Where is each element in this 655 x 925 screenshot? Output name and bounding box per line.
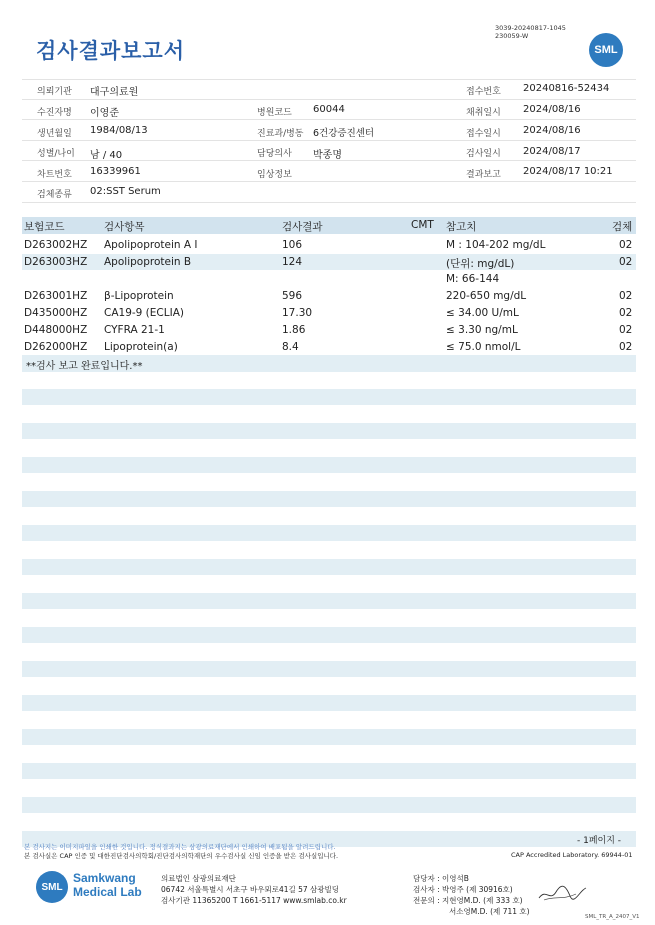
dept-value: 6건강증진센터	[313, 128, 375, 139]
col-result-header: 검사결과	[282, 221, 323, 233]
row-code: D448000HZ	[24, 324, 88, 336]
row-code: D435000HZ	[24, 307, 88, 319]
collect-label: 채취일시	[466, 108, 501, 118]
col-ref-header: 참고치	[446, 221, 477, 233]
sex-age-value: 남 / 40	[90, 150, 123, 161]
sml-logo: SML	[589, 33, 623, 67]
col-code-header: 보험코드	[24, 221, 65, 233]
org-address	[161, 873, 347, 906]
staff-line4: 서소영M.D. (제 711 호)	[449, 907, 530, 916]
row-code: D262000HZ	[24, 341, 88, 353]
org-line2: 06742 서울특별시 서초구 바우뫼로41길 57 삼광빌딩	[161, 885, 340, 894]
row-ref: ≤ 3.30 ng/mL	[446, 324, 518, 336]
receipt-no-value: 20240816-52434	[523, 83, 610, 94]
dob-label: 생년월일	[37, 129, 72, 139]
row-item: Apolipoprotein A I	[104, 239, 198, 251]
row-result: 124	[282, 256, 303, 268]
row-code: D263002HZ	[24, 239, 88, 251]
report-label: 결과보고	[466, 170, 501, 180]
specimen-label: 검체종류	[37, 190, 72, 200]
org-brand	[73, 871, 142, 899]
page-title: 검사결과보고서	[36, 39, 186, 63]
document-id-line1: 3039-20240817-1045	[495, 24, 566, 32]
col-spec-header: 검체	[612, 221, 633, 233]
footer-sml-logo: SML	[36, 871, 68, 903]
row-spec: 02	[619, 239, 633, 251]
receipt-date-value: 2024/08/16	[523, 125, 581, 136]
dept-label: 진료과/병동	[257, 129, 304, 139]
clinical-label: 임상정보	[257, 170, 292, 180]
name-value: 이영준	[90, 108, 119, 119]
row-ref: (단위: mg/dL)	[446, 258, 515, 270]
specimen-value: 02:SST Serum	[90, 186, 161, 197]
row-ref: ≤ 34.00 U/mL	[446, 307, 519, 319]
org-line3: 검사기관 11365200 T 1661-5117 www.smlab.co.kr	[161, 896, 347, 905]
row-result: 1.86	[282, 324, 306, 336]
row-ref: 220-650 mg/dL	[446, 290, 527, 302]
row-item: CA19-9 (ECLIA)	[104, 307, 184, 319]
row-ref: M : 104-202 mg/dL	[446, 239, 546, 251]
cap-accreditation: CAP Accredited Laboratory. 69944-01	[511, 851, 633, 859]
receipt-date-label: 접수일시	[466, 129, 501, 139]
staff-list	[413, 873, 530, 917]
institution-label: 의뢰기관	[37, 87, 72, 97]
row-spec: 02	[619, 256, 633, 268]
chart-no-value: 16339961	[90, 166, 141, 177]
collect-value: 2024/08/16	[523, 104, 581, 115]
document-id-line2: 230059-W	[495, 32, 529, 40]
row-spec: 02	[619, 307, 633, 319]
row-item: Apolipoprotein B	[104, 256, 192, 268]
row-code: D263003HZ	[24, 256, 88, 268]
row-item: CYFRA 21-1	[104, 324, 165, 336]
staff-line2: 검사자 : 박영주 (제 30916호)	[413, 885, 513, 894]
row-ref: M: 66-144	[446, 273, 500, 285]
ward-code-value: 60044	[313, 104, 345, 115]
row-result: 17.30	[282, 307, 313, 319]
org-line1: 의료법인 삼광의료재단	[161, 874, 236, 883]
report-complete-note: **검사 보고 완료입니다.**	[26, 361, 143, 372]
row-code: D263001HZ	[24, 290, 88, 302]
ward-code-label: 병원코드	[257, 108, 292, 118]
row-result: 596	[282, 290, 303, 302]
doctor-value: 박종명	[313, 150, 342, 161]
doctor-label: 담당의사	[257, 149, 292, 159]
notice-line2: 본 검사실은 CAP 인증 및 대한진단검사의학회/진단검사의학재단의 우수검사실 신임 인증을 받은 검사실입니다.	[24, 852, 339, 860]
form-number: SML_TR_A_2407_V1	[585, 914, 640, 920]
staff-line1: 담당자 : 이영석B	[413, 874, 469, 883]
receipt-no-label: 접수번호	[466, 87, 501, 97]
name-label: 수진자명	[37, 108, 72, 118]
sex-age-label: 성별/나이	[37, 149, 75, 159]
row-spec: 02	[619, 324, 633, 336]
row-spec: 02	[619, 341, 633, 353]
test-date-label: 검사일시	[466, 149, 501, 159]
report-value: 2024/08/17 10:21	[523, 166, 613, 177]
test-date-value: 2024/08/17	[523, 146, 581, 157]
row-result: 8.4	[282, 341, 299, 353]
notice-line1: 본 검사지는 이미지파일을 인쇄한 것입니다. 정식결과지는 삼광의료재단에서 인쇄하여 배포됨을 알려드립니다.	[24, 843, 336, 851]
row-spec: 02	[619, 290, 633, 302]
col-item-header: 검사항목	[104, 221, 145, 233]
institution-value: 대구의료원	[90, 87, 139, 98]
staff-line3: 전문의 : 지현영M.D. (제 333 호)	[413, 896, 523, 905]
dob-value: 1984/08/13	[90, 125, 148, 136]
chart-no-label: 차트번호	[37, 170, 72, 180]
signature-icon	[536, 880, 588, 906]
row-item: β-Lipoprotein	[104, 290, 174, 302]
row-result: 106	[282, 239, 303, 251]
page-number: - 1페이지 -	[577, 836, 622, 846]
row-ref: ≤ 75.0 nmol/L	[446, 341, 521, 353]
org-brand-line1: Samkwang	[73, 871, 136, 885]
col-cmt-header: CMT	[411, 219, 434, 231]
row-item: Lipoprotein(a)	[104, 341, 178, 353]
org-brand-line2: Medical Lab	[73, 885, 142, 899]
document-id	[495, 24, 566, 40]
